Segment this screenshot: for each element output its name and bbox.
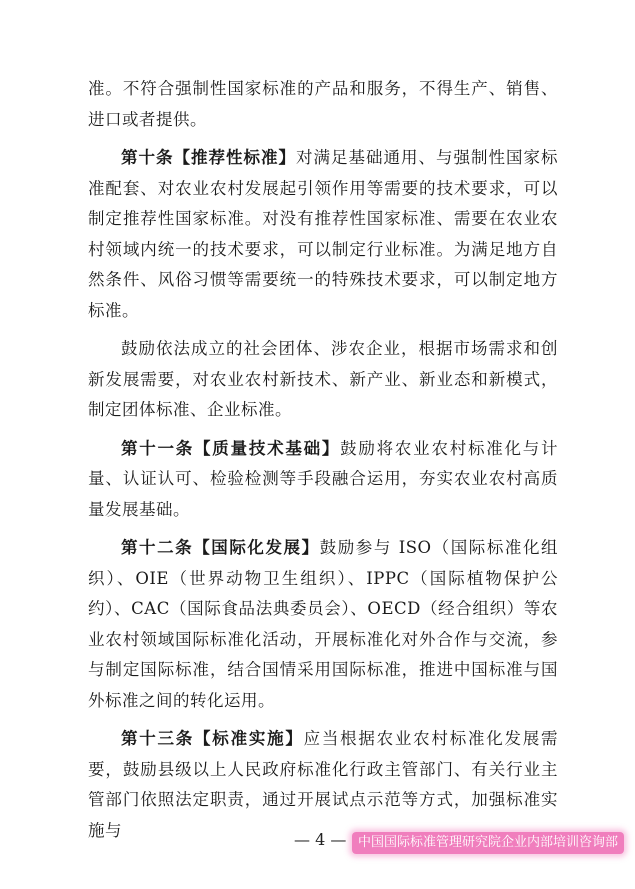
paragraph	[88, 74, 558, 135]
paragraph	[88, 434, 558, 526]
paragraph-text: 对满足基础通用、与强制性国家标准配套、对农业农村发展起引领作用等需要的技术要求，可以制定推荐性国家标准。对没有推荐性国家标准、需要在农业农村领域内统一的技术要求，可以制定行业标准。为满足地方自然条件、风俗习惯等需要统一的特殊技术要求，可以制定地方标准。	[88, 148, 558, 320]
paragraph	[88, 533, 558, 716]
paragraph	[88, 143, 558, 326]
paragraph-text: 鼓励参与 ISO（国际标准化组织）、OIE（世界动物卫生组织）、IPPC（国际植物保护公约）、CAC（国际食品法典委员会）、OECD（经合组织）等农业农村领域国际标准化活动，开展标准化对外合作与交流，参与制定国际标准，结合国情采用国际标准，推进中国标准与国外标准之间的转化运用。	[88, 538, 559, 710]
document-body	[88, 74, 558, 854]
paragraph-text: 鼓励依法成立的社会团体、涉农企业，根据市场需求和创新发展需要，对农业农村新技术、新产业、新业态和新模式，制定团体标准、企业标准。	[88, 339, 558, 419]
watermark-banner: 中国国际标准管理研究院企业内部培训咨询部	[352, 832, 624, 854]
page-number: — 4 —	[294, 830, 347, 849]
article-heading: 第十三条【标准实施】	[121, 729, 304, 748]
article-heading: 第十二条【国际化发展】	[121, 538, 320, 557]
article-heading: 第十条【推荐性标准】	[121, 148, 296, 167]
paragraph	[88, 334, 558, 426]
paragraph-text: 鼓励将农业农村标准化与计量、认证认可、检验检测等手段融合运用，夯实农业农村高质量发展基础。	[88, 438, 559, 519]
paragraph-text: 准。不符合强制性国家标准的产品和服务，不得生产、销售、进口或者提供。	[88, 79, 558, 129]
article-heading: 第十一条【质量技术基础】	[121, 438, 341, 458]
paragraph-text: 应当根据农业农村标准化发展需要，鼓励县级以上人民政府标准化行政主管部门、有关行业主管部门依照法定职责，通过开展试点示范等方式，加强标准实施与	[88, 729, 559, 840]
